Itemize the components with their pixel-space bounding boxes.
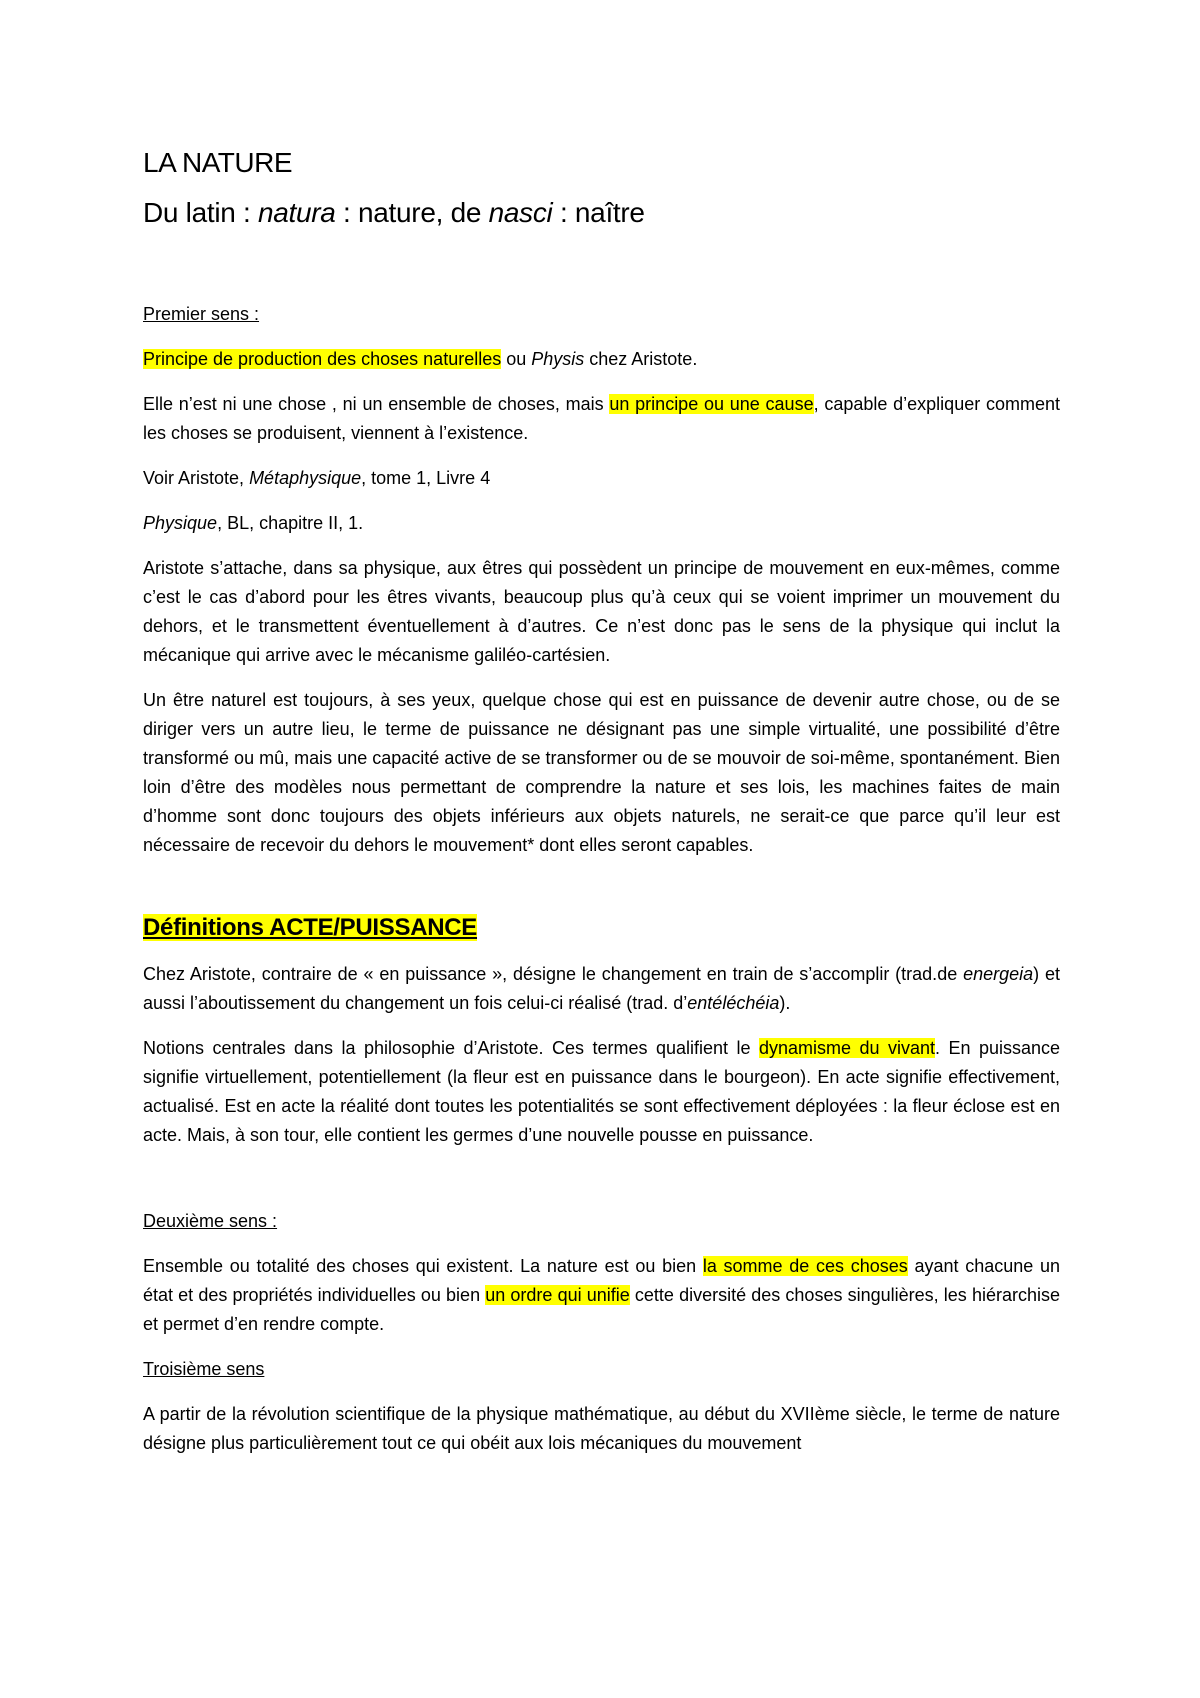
- etymology-line: [143, 196, 1060, 230]
- highlight-cause: un principe ou une cause: [609, 394, 814, 414]
- highlight-ordre: un ordre qui unifie: [485, 1285, 630, 1305]
- premier-p4-end: , BL, chapitre II, 1.: [217, 513, 364, 533]
- etymology-mid: : nature, de: [335, 197, 489, 228]
- highlight-principe: Principe de production des choses naturelles: [143, 349, 502, 369]
- premier-p6: Un être naturel est toujours, à ses yeux, quelque chose qui est en puissance de devenir autre chose, ou de se diriger vers un autre lieu, le terme de puissance ne désignant pas une simple virtualité, une possibilité d’être transformé ou mû, mais une capacité active de se transformer ou de se mouvoir de soi-même, spontanément. Bien loin d’être des modèles nous permettant de comprendre la nature et ses lois, les machines faites de main d’homme sont donc toujours des objets inférieurs aux objets naturels, ne serait-ce que parce qu’il leur est nécessaire de recevoir du dehors le mouvement* dont elles seront capables.: [143, 690, 1060, 855]
- energeia-term: energeia: [963, 964, 1034, 984]
- premier-p1-end: chez Aristote.: [584, 349, 698, 369]
- physis-term: Physis: [531, 349, 585, 369]
- etymology-nasci: nasci: [488, 197, 553, 228]
- premier-sens-heading: Premier sens :: [143, 304, 260, 324]
- deuxieme-p1: [143, 1252, 1060, 1339]
- premier-p1: [143, 345, 1060, 374]
- definitions-p1: [143, 960, 1060, 1018]
- etymology-prefix: Du latin :: [143, 197, 258, 228]
- troisieme-sens-heading: Troisième sens: [143, 1359, 265, 1379]
- premier-p2-start: Elle n’est ni une chose , ni un ensemble de choses, mais: [143, 394, 610, 414]
- entelecheia-term: entéléchéia: [687, 993, 780, 1013]
- definitions-p1-end: ).: [779, 993, 791, 1013]
- premier-p3-start: Voir Aristote,: [143, 468, 250, 488]
- highlight-somme: la somme de ces choses: [702, 1256, 908, 1276]
- deuxieme-sens-heading: Deuxième sens :: [143, 1211, 278, 1231]
- physique-title: Physique: [143, 513, 218, 533]
- definitions-p2: [143, 1034, 1060, 1150]
- deuxieme-p1-end: cette diversité des choses singulières, les hiérarchise et permet d’en rendre compte.: [143, 1285, 1060, 1334]
- premier-p1-mid: ou: [501, 349, 532, 369]
- page-title: LA NATURE: [143, 147, 293, 178]
- definitions-p2-end: . En puissance signifie virtuellement, potentiellement (la fleur est en puissance dans le bourgeon). En acte signifie effectivement, actualisé. Est en acte la réalité dont toutes les potentialités se sont effectivement déployées : la fleur éclose est en acte. Mais, à son tour, elle contient les germes d’une nouvelle pousse en puissance.: [143, 1038, 1061, 1145]
- premier-p4: [143, 509, 1060, 538]
- premier-p2: [143, 390, 1060, 448]
- definitions-heading-wrap: [143, 912, 1060, 944]
- premier-p5: Aristote s’attache, dans sa physique, aux êtres qui possèdent un principe de mouvement en eux-mêmes, comme c’est le cas d’abord pour les êtres vivants, beaucoup plus qu’à ceux qui se voient imprimer un mouvement du dehors, et le transmettent éventuellement à d’autres. Ce n’est donc pas le sens de la physique qui inclut la mécanique qui arrive avec le mécanisme galiléo-cartésien.: [143, 558, 1060, 665]
- definitions-p2-start: Notions centrales dans la philosophie d’Aristote. Ces termes qualifient le: [143, 1038, 759, 1058]
- definitions-heading: Définitions ACTE/PUISSANCE: [143, 914, 478, 941]
- etymology-natura: natura: [257, 197, 336, 228]
- metaphysique-title: Métaphysique: [249, 468, 362, 488]
- definitions-p1-mid: ) et aussi l’aboutissement du changement un fois celui-ci réalisé (trad. d’: [143, 964, 1060, 1013]
- deuxieme-p1-mid: ayant chacune un état et des propriétés individuelles ou bien: [143, 1256, 1060, 1305]
- troisieme-p1: A partir de la révolution scientifique de la physique mathématique, au début du XVIIème siècle, le terme de nature désigne plus particulièrement tout ce qui obéit aux lois mécaniques du mouvement: [143, 1404, 1060, 1453]
- definitions-p1-start: Chez Aristote, contraire de « en puissance », désigne le changement en train de s’accomplir (trad.de: [143, 964, 964, 984]
- premier-p3: [143, 464, 1060, 493]
- premier-p2-end: , capable d’expliquer comment les choses se produisent, viennent à l’existence.: [143, 394, 1060, 443]
- etymology-end: : naître: [552, 197, 645, 228]
- highlight-dynamisme: dynamisme du vivant: [758, 1038, 935, 1058]
- document-body: [143, 146, 1060, 1458]
- deuxieme-p1-start: Ensemble ou totalité des choses qui existent. La nature est ou bien: [143, 1256, 703, 1276]
- premier-p3-end: , tome 1, Livre 4: [361, 468, 491, 488]
